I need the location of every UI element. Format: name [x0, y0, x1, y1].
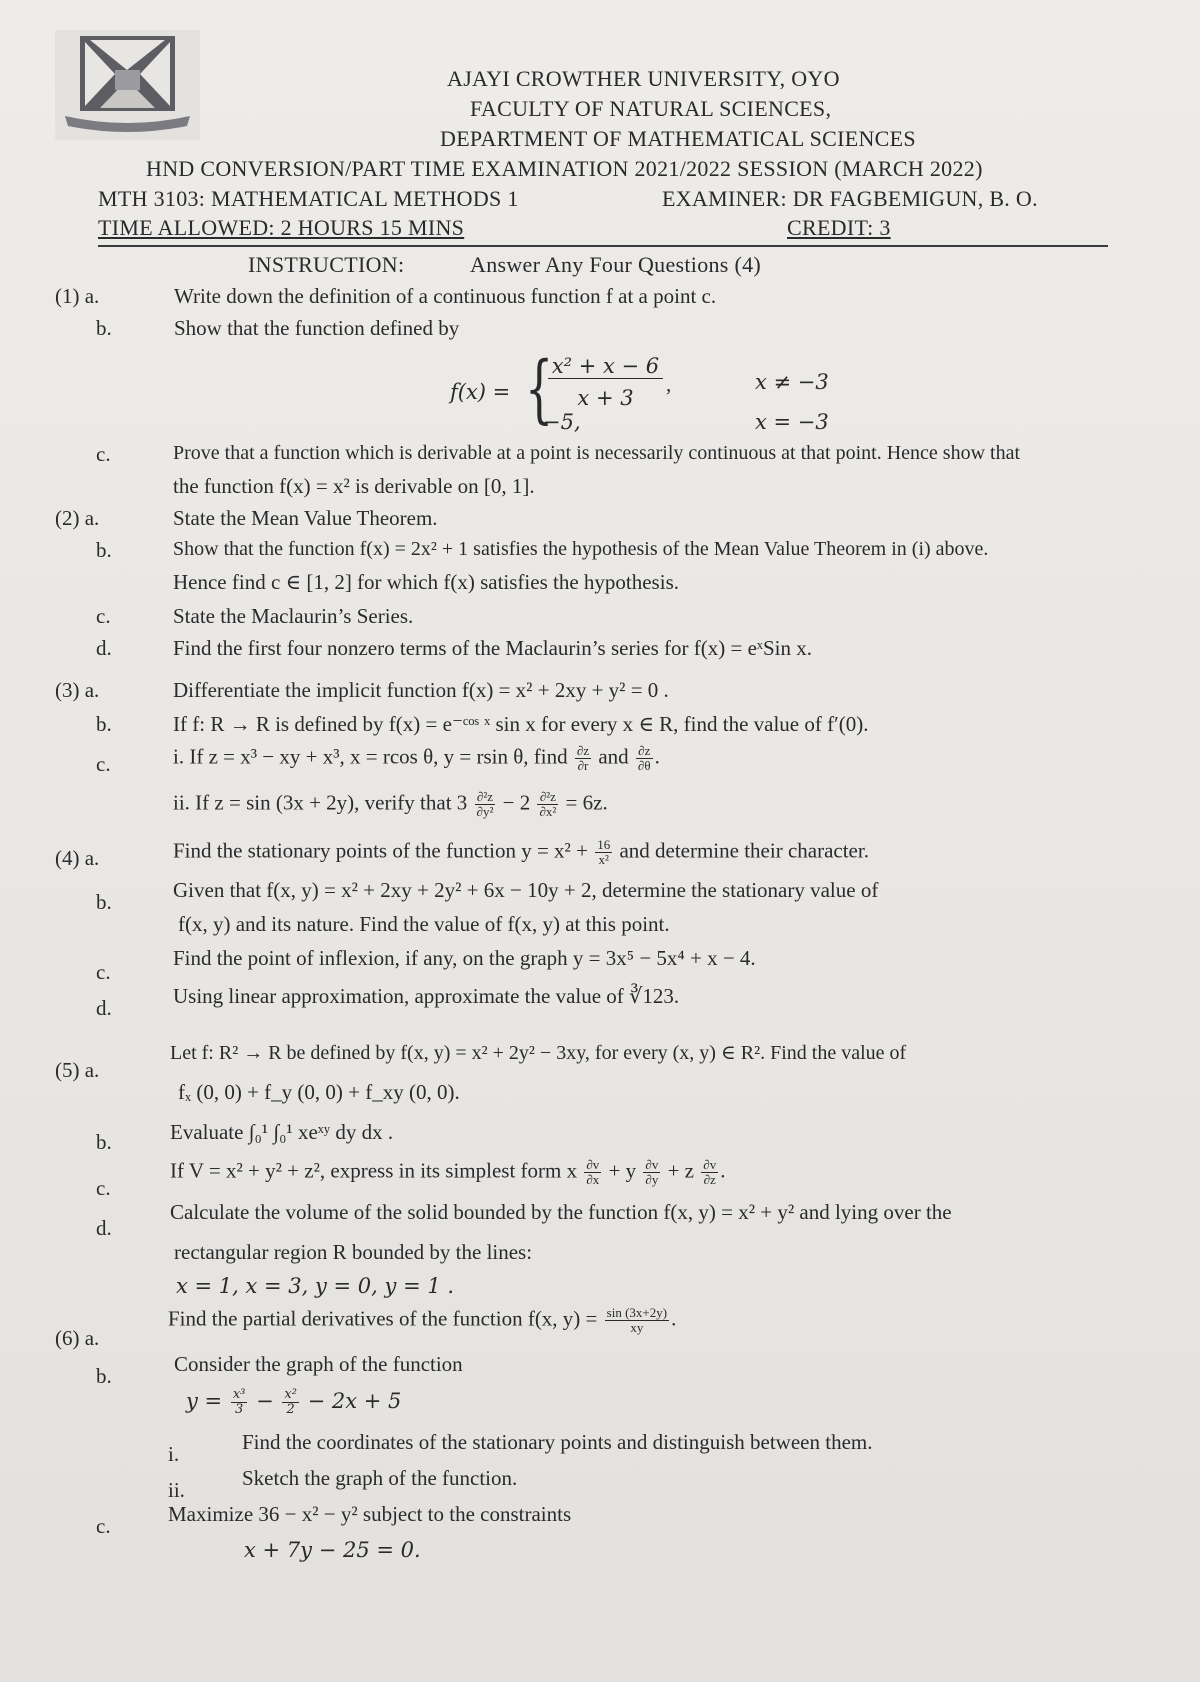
q4-label: (4) a.: [55, 846, 100, 870]
q5a-text-line2: fₓ (0, 0) + f_y (0, 0) + f_xy (0, 0).: [178, 1080, 460, 1104]
q5c-label: c.: [96, 1176, 111, 1200]
course-title: MTH 3103: MATHEMATICAL METHODS 1: [98, 186, 519, 211]
q3ci-text: i. If z = x³ − xy + x³, x = rcos θ, y = rsin θ, find: [173, 744, 568, 769]
q1-case2: −5,: [543, 410, 581, 434]
q3c-label: c.: [96, 752, 111, 776]
q1-case1-numerator: x² + x − 6: [548, 354, 663, 379]
q1c-text-line1: Prove that a function which is derivable at a point is necessarily continuous at that point. Hence show that: [173, 442, 1021, 464]
time-allowed: TIME ALLOWED: 2 HOURS 15 MINS: [98, 215, 465, 240]
header-rule: [98, 245, 1108, 247]
q2b-text-line1: Show that the function f(x) = 2x² + 1 satisfies the hypothesis of the Mean Value Theorem in (i) above.: [173, 538, 989, 560]
q6bi-text: Find the coordinates of the stationary points and distinguish between them.: [242, 1430, 873, 1454]
q5d-text-line2: rectangular region R bounded by the lines:: [174, 1240, 533, 1264]
q5-label: (5) a.: [55, 1058, 100, 1082]
q6bii-text: Sketch the graph of the function.: [242, 1466, 518, 1490]
q6c-text-line2: x + 7y − 25 = 0.: [244, 1538, 421, 1562]
q6b-label: b.: [96, 1364, 112, 1388]
exam-title: HND CONVERSION/PART TIME EXAMINATION 2021/2022 SESSION (MARCH 2022): [146, 156, 983, 181]
q2a-text: State the Mean Value Theorem.: [173, 506, 438, 530]
q5b-text: Evaluate ∫₀¹ ∫₀¹ xeˣʸ dy dx .: [170, 1120, 394, 1144]
examiner: EXAMINER: DR FAGBEMIGUN, B. O.: [662, 186, 1038, 211]
q5d-label: d.: [96, 1216, 112, 1240]
q4c-text: Find the point of inflexion, if any, on the graph y = 3x⁵ − 5x⁴ + x − 4.: [173, 946, 756, 970]
q6bi-label: i.: [168, 1442, 180, 1466]
q3ci-fraction-dz-dtheta: $\frac{\partial z}{\partial\theta}$: [637, 743, 651, 773]
q5b-label: b.: [96, 1130, 112, 1154]
q2d-text: Find the first four nonzero terms of the Maclaurin’s series for f(x) = eˣSin x.: [173, 636, 813, 660]
q3-label: (3) a.: [55, 678, 100, 702]
q3ci-fraction-dz-dr: $\frac{\partial z}{\partial r}$: [576, 743, 590, 773]
q3b-text: If f: R → R is defined by f(x) = e⁻ᶜᵒˢ ˣ sin x for every x ∈ R, find the value of f′(0).: [173, 712, 869, 736]
q4c-label: c.: [96, 960, 111, 984]
q4b-label: b.: [96, 890, 112, 914]
q2b-text-line2: Hence find c ∈ [1, 2] for which f(x) satisfies the hypothesis.: [173, 570, 679, 594]
q1a-text: Write down the definition of a continuous function f at a point c.: [174, 284, 717, 308]
q6-label: (6) a.: [55, 1326, 100, 1350]
q1-case1-comma: ,: [666, 372, 672, 396]
department-name: DEPARTMENT OF MATHEMATICAL SCIENCES: [440, 126, 916, 151]
q3c-part-i: i. If z = x³ − xy + x³, x = rcos θ, y = rsin θ, find $\frac{\partial z}{\partial r}$ and $\frac{\partial z}{\partial\theta}$ .: [173, 743, 660, 773]
q1-fx: f(x) =: [450, 380, 511, 404]
q3cii-fraction-d2z-dx2: $\frac{\text{∂²z}}{\text{∂x²}}$: [539, 789, 557, 819]
q4a-fraction: $\frac{16}{\text{x²}}$: [597, 837, 611, 867]
q6b-text: Consider the graph of the function: [174, 1352, 463, 1376]
q5d-text-line1: Calculate the volume of the solid bounded by the function f(x, y) = x² + y² and lying over the: [170, 1200, 952, 1224]
q5c-text: If V = x² + y² + z², express in its simplest form x $\frac{\partial v}{\partial x}$ + y $\frac{\partial v}{\partial y}$ + z $\frac{\partial v}{\partial z}$ .: [170, 1157, 726, 1187]
q4b-text-line1: Given that f(x, y) = x² + 2xy + 2y² + 6x − 10y + 2, determine the stationary value of: [173, 878, 879, 902]
q3cii-fraction-d2z-dy2: $\frac{\text{∂²z}}{\text{∂y²}}$: [476, 789, 494, 819]
university-crest-icon: [55, 30, 200, 140]
q1b-label: b.: [96, 316, 112, 340]
q3cii-text: ii. If z = sin (3x + 2y), verify that 3: [173, 790, 468, 815]
q1-case1-condition: x ≠ −3: [755, 370, 829, 394]
q1-brace: {: [525, 346, 554, 432]
q4b-text-line2: f(x, y) and its nature. Find the value of f(x, y) at this point.: [178, 912, 670, 936]
q6a-text: Find the partial derivatives of the function f(x, y) = $\frac{\sin (3x+2y)}{xy}$ .: [168, 1305, 677, 1335]
credit: CREDIT: 3: [787, 215, 891, 240]
q5c-fraction-dv-dz: $\frac{\partial v}{\partial z}$: [703, 1157, 717, 1187]
q3b-label: b.: [96, 712, 112, 736]
q1-case2-condition: x = −3: [755, 410, 829, 434]
q1b-text: Show that the function defined by: [174, 316, 460, 340]
q2c-text: State the Maclaurin’s Series.: [173, 604, 414, 628]
q4a-text: Find the stationary points of the function y = x² + $\frac{16}{\text{x²}}$ and determine their character.: [173, 837, 869, 867]
q6c-text-line1: Maximize 36 − x² − y² subject to the constraints: [168, 1502, 572, 1526]
q3a-text: Differentiate the implicit function f(x) = x² + 2xy + y² = 0 .: [173, 678, 669, 702]
q3c-part-ii: ii. If z = sin (3x + 2y), verify that 3 $\frac{\text{∂²z}}{\text{∂y²}}$ − 2 $\frac{\text{∂²z}}{\text{∂x²}}$ = 6z.: [173, 789, 608, 819]
q5d-text-line3: x = 1, x = 3, y = 0, y = 1 .: [176, 1274, 455, 1298]
q2b-label: b.: [96, 538, 112, 562]
q1-label: (1) a.: [55, 284, 100, 308]
q4d-text: Using linear approximation, approximate the value of ∛123.: [173, 984, 680, 1008]
q2d-label: d.: [96, 636, 112, 660]
q5c-fraction-dv-dy: $\frac{\partial v}{\partial y}$: [645, 1157, 659, 1187]
faculty-name: FACULTY OF NATURAL SCIENCES,: [470, 96, 832, 121]
q6c-label: c.: [96, 1514, 111, 1538]
q6b-fraction-x2-2: $\frac{\text{x²}}{2}$: [284, 1387, 297, 1417]
instruction-text: Answer Any Four Questions (4): [470, 252, 762, 277]
q5a-text-line1: Let f: R² → R be defined by f(x, y) = x² + 2y² − 3xy, for every (x, y) ∈ R². Find the value of: [170, 1042, 907, 1064]
instruction-label: INSTRUCTION:: [248, 252, 405, 277]
q6bii-label: ii.: [168, 1478, 185, 1502]
q1-case1-denominator: x + 3: [577, 386, 634, 410]
university-name: AJAYI CROWTHER UNIVERSITY, OYO: [447, 66, 840, 91]
q1c-text-line2: the function f(x) = x² is derivable on [0, 1].: [173, 474, 535, 498]
q6b-fraction-x3-3: $\frac{\text{x³}}{3}$: [232, 1387, 246, 1417]
q2-label: (2) a.: [55, 506, 100, 530]
q6b-equation: y = $\frac{\text{x³}}{3}$ − $\frac{\text{x²}}{2}$ − 2x + 5: [186, 1387, 402, 1417]
q1c-label: c.: [96, 442, 111, 466]
q2c-label: c.: [96, 604, 111, 628]
q6a-fraction: $\frac{\sin (3x+2y)}{xy}$: [606, 1305, 668, 1335]
q4d-label: d.: [96, 996, 112, 1020]
q5c-fraction-dv-dx: $\frac{\partial v}{\partial x}$: [586, 1157, 600, 1187]
